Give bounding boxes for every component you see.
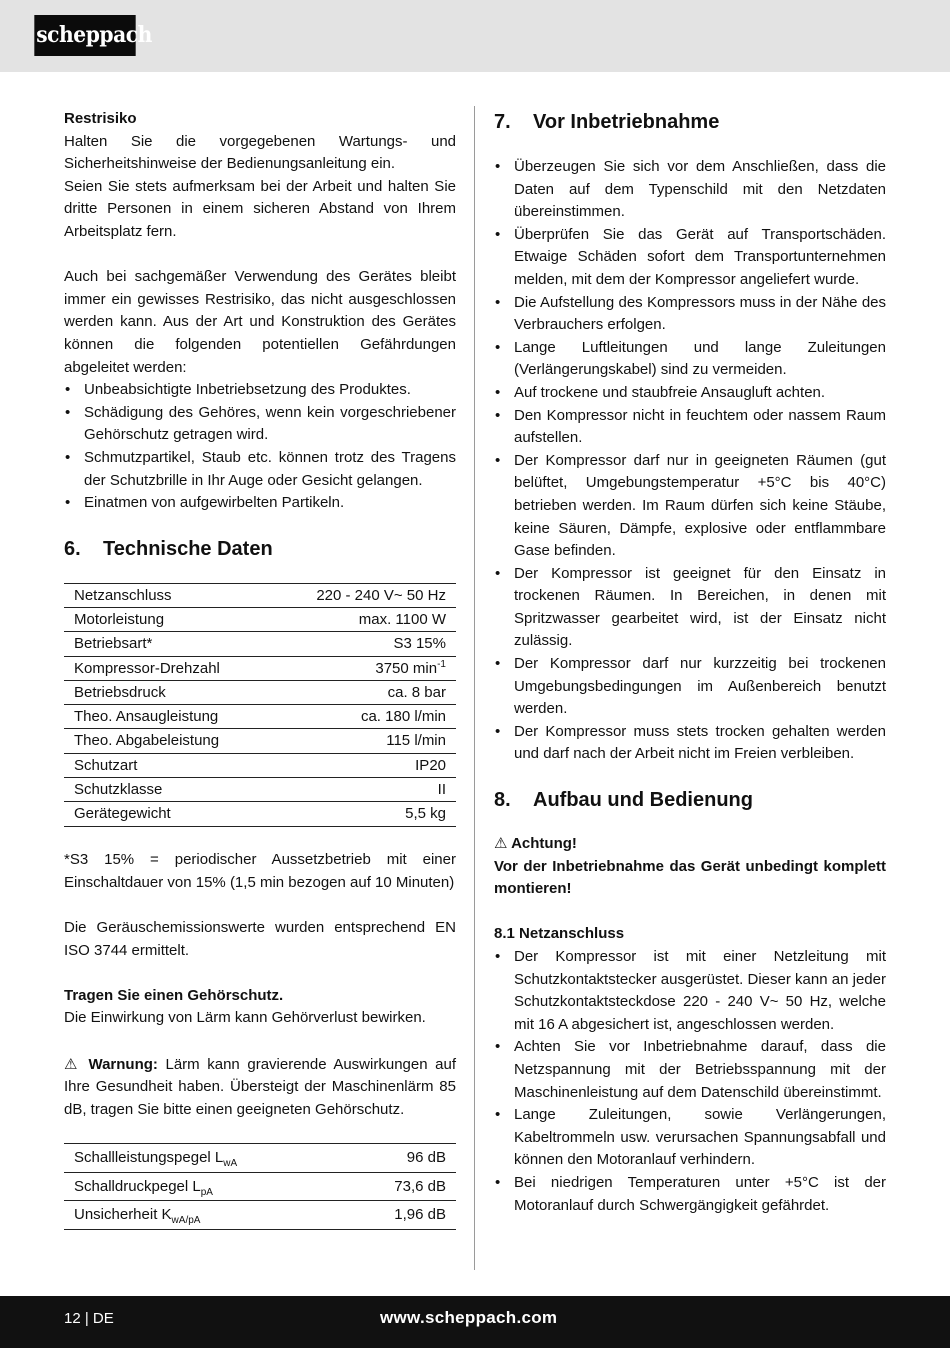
residual-risk-text-2: Seien Sie stets aufmerksam bei der Arbeit und halten Sie dritte Personen in einem sicheren Abstand von Ihrem Arbeitsplatz fern. bbox=[64, 177, 456, 240]
residual-risk-text-3: Auch bei sachgemäßer Verwendung des Gerätes bleibt immer ein gewisses Restrisiko, das nicht ausgeschlossen werden kann. Aus der Art und Konstruktion des Gerätes können die folgenden potentiellen Gefährdungen abgeleitet werden: bbox=[64, 268, 456, 376]
noise-label-text: Unsicherheit K bbox=[74, 1206, 172, 1224]
table-row bbox=[64, 778, 456, 802]
before-commissioning-list bbox=[494, 156, 886, 766]
spec-label: Schutzklasse bbox=[64, 778, 270, 802]
list-item: • Unbeabsichtigte Inbetriebsetzung des Produktes. bbox=[64, 379, 456, 402]
list-item: • Der Kompressor darf nur in geeigneten Räumen (gut belüftet, Umgebungstemperatur +5°C bis 40°C) betrieben werden. Im Raum dürfen sich keine Stäube, keine Säuren, Dämpfe, explosive oder entflammbare Gase befinden. bbox=[494, 450, 886, 563]
brand-logo: scheppach bbox=[34, 15, 135, 56]
subsection-heading-power-connection: 8.1 Netzanschluss bbox=[494, 925, 625, 943]
section-number: 7. bbox=[494, 111, 511, 133]
noise-label-text: Schalldruckpegel L bbox=[74, 1177, 201, 1195]
section-heading-assembly bbox=[494, 788, 886, 812]
spec-label: Netzanschluss bbox=[64, 583, 270, 607]
list-item: • Der Kompressor ist mit einer Netzleitung mit Schutzkontaktstecker ausgerüstet. Dieser kann an jeder Schutzkontaktsteckdose 220 - 240 V~ 50 Hz, welche mit 16 A abgesichert ist, angeschlossen werden. bbox=[494, 946, 886, 1036]
section-title: Vor Inbetriebnahme bbox=[533, 111, 720, 133]
noise-value: 1,96 dB bbox=[346, 1201, 456, 1230]
list-item: • Die Aufstellung des Kompressors muss in der Nähe des Verbrauchers erfolgen. bbox=[494, 292, 886, 337]
spec-value: 5,5 kg bbox=[270, 802, 456, 826]
table-row bbox=[64, 680, 456, 704]
section-title: Technische Daten bbox=[103, 537, 273, 560]
footer-bar bbox=[0, 1296, 950, 1348]
section-heading-before-commissioning bbox=[494, 110, 886, 134]
noise-label-subscript: wA bbox=[223, 1158, 238, 1170]
spec-value: II bbox=[270, 778, 456, 802]
warning-text: Lärm kann gravierende Auswirkungen auf Ihre Gesundheit haben. Übersteigt der Maschinenlärm 85 dB, tragen Sie bitte einen geeigneten Gehörschutz. bbox=[64, 1055, 456, 1118]
technical-data-table bbox=[64, 583, 456, 827]
list-item: • Überzeugen Sie sich vor dem Anschließen, dass die Daten auf dem Typenschild mit den Netzdaten übereinstimmen. bbox=[494, 156, 886, 224]
spec-label: Kompressor-Drehzahl bbox=[64, 656, 270, 680]
section-number: 6. bbox=[64, 537, 81, 560]
list-item: • Der Kompressor muss stets trocken gehalten werden und darf nach der Arbeit nicht im Freien verbleiben. bbox=[494, 721, 886, 766]
table-row bbox=[64, 583, 456, 607]
hazard-list bbox=[64, 379, 456, 515]
section-heading-technical-data bbox=[64, 537, 456, 561]
noise-label-subscript: wA/pA bbox=[171, 1215, 201, 1227]
spec-value: ca. 8 bar bbox=[270, 680, 456, 704]
noise-value: 96 dB bbox=[346, 1144, 456, 1173]
warning-icon: ⚠ bbox=[494, 834, 508, 853]
spec-value bbox=[270, 656, 456, 680]
page-number: 12 | DE bbox=[64, 1310, 114, 1327]
spec-label: Betriebsdruck bbox=[64, 680, 270, 704]
noise-label-text: Schallleistungspegel L bbox=[74, 1149, 224, 1167]
table-row bbox=[64, 1201, 456, 1230]
table-row bbox=[64, 1144, 456, 1173]
noise-label bbox=[64, 1172, 346, 1201]
spec-label: Gerätegewicht bbox=[64, 802, 270, 826]
attention-text: Vor der Inbetriebnahme das Gerät unbedingt komplett montieren! bbox=[494, 857, 886, 898]
list-item: • Achten Sie vor Inbetriebnahme darauf, dass die Netzspannung mit der Betriebsspannung mit der Maschinenleistung auf dem Datenschild übereinstimmt. bbox=[494, 1036, 886, 1104]
list-item: • Der Kompressor darf nur kurzzeitig bei trockenen Umgebungsbedingungen im Außenbereich benutzt werden. bbox=[494, 653, 886, 721]
list-item: • Bei niedrigen Temperaturen unter +5°C ist der Motoranlauf durch Schwergängigkeit gefährdet. bbox=[494, 1172, 886, 1217]
website-url: www.scheppach.com bbox=[380, 1308, 558, 1327]
right-column bbox=[494, 108, 886, 1217]
spec-label: Betriebsart* bbox=[64, 632, 270, 656]
table-row bbox=[64, 607, 456, 631]
table-row bbox=[64, 802, 456, 826]
spec-value-superscript: -1 bbox=[437, 658, 446, 670]
list-item: • Einatmen von aufgewirbelten Partikeln. bbox=[64, 492, 456, 515]
list-item: • Den Kompressor nicht in feuchtem oder nassem Raum aufstellen. bbox=[494, 405, 886, 450]
hearing-protection-text: Die Einwirkung von Lärm kann Gehörverlust bewirken. bbox=[64, 1009, 426, 1027]
s3-footnote: *S3 15% = periodischer Aussetzbetrieb mit einer Einschaltdauer von 15% (1,5 min bezogen auf 10 Minuten) bbox=[64, 851, 456, 891]
table-row bbox=[64, 753, 456, 777]
spec-value: IP20 bbox=[270, 753, 456, 777]
power-connection-list bbox=[494, 946, 886, 1217]
spec-value: max. 1100 W bbox=[270, 607, 456, 631]
spec-value: S3 15% bbox=[270, 632, 456, 656]
spec-value-text: 3750 min bbox=[375, 659, 438, 677]
table-row bbox=[64, 729, 456, 753]
spec-value: ca. 180 l/min bbox=[270, 705, 456, 729]
left-column bbox=[64, 108, 456, 1230]
list-item: • Überprüfen Sie das Gerät auf Transportschäden. Etwaige Schäden sofort dem Transportunternehmen melden, mit dem der Kompressor angeliefert wurde. bbox=[494, 224, 886, 292]
list-item: • Schmutzpartikel, Staub etc. können trotz des Tragens der Schutzbrille in Ihr Auge oder Gesicht gelangen. bbox=[64, 447, 456, 492]
noise-warning bbox=[64, 1053, 456, 1122]
warning-icon: ⚠ bbox=[64, 1054, 81, 1073]
section-number: 8. bbox=[494, 789, 511, 812]
list-item: • Auf trockene und staubfreie Ansaugluft achten. bbox=[494, 382, 886, 405]
header-bar bbox=[0, 0, 950, 72]
list-item: • Der Kompressor ist geeignet für den Einsatz in trockenen Räumen. In Bereichen, in denen mit Spritzwasser gearbeitet wird, ist der Einsatz nicht zulässig. bbox=[494, 563, 886, 653]
warning-label: Warnung: bbox=[88, 1055, 158, 1073]
residual-risk-text-1: Halten Sie die vorgegebenen Wartungs- und Sicherheitshinweise der Bedienungsanleitung ein. bbox=[64, 132, 456, 173]
noise-label bbox=[64, 1144, 346, 1173]
noise-label-subscript: pA bbox=[200, 1186, 213, 1198]
noise-level-table bbox=[64, 1143, 456, 1230]
spec-label: Theo. Ansaugleistung bbox=[64, 705, 270, 729]
table-row bbox=[64, 632, 456, 656]
attention-label: Achtung! bbox=[511, 835, 577, 853]
noise-value: 73,6 dB bbox=[346, 1172, 456, 1201]
section-title: Aufbau und Bedienung bbox=[533, 789, 753, 812]
noise-emission-note: Die Geräuschemissionswerte wurden entsprechend EN ISO 3744 ermittelt. bbox=[64, 919, 456, 959]
spec-label: Schutzart bbox=[64, 753, 270, 777]
table-row bbox=[64, 705, 456, 729]
attention-heading bbox=[494, 832, 886, 856]
spec-label: Motorleistung bbox=[64, 607, 270, 631]
noise-label bbox=[64, 1201, 346, 1230]
spec-value: 115 l/min bbox=[270, 729, 456, 753]
hearing-protection-heading: Tragen Sie einen Gehörschutz. bbox=[64, 986, 284, 1004]
table-row bbox=[64, 1172, 456, 1201]
residual-risk-heading: Restrisiko bbox=[64, 110, 137, 127]
list-item: • Schädigung des Gehöres, wenn kein vorgeschriebener Gehörschutz getragen wird. bbox=[64, 402, 456, 447]
spec-value: 220 - 240 V~ 50 Hz bbox=[270, 583, 456, 607]
column-divider bbox=[474, 106, 475, 1270]
spec-label: Theo. Abgabeleistung bbox=[64, 729, 270, 753]
table-row bbox=[64, 656, 456, 680]
list-item: • Lange Zuleitungen, sowie Verlängerungen, Kabeltrommeln usw. verursachen Spannungsabfall und können den Motoranlauf verhindern. bbox=[494, 1104, 886, 1172]
list-item: • Lange Luftleitungen und lange Zuleitungen (Verlängerungskabel) sind zu vermeiden. bbox=[494, 337, 886, 382]
